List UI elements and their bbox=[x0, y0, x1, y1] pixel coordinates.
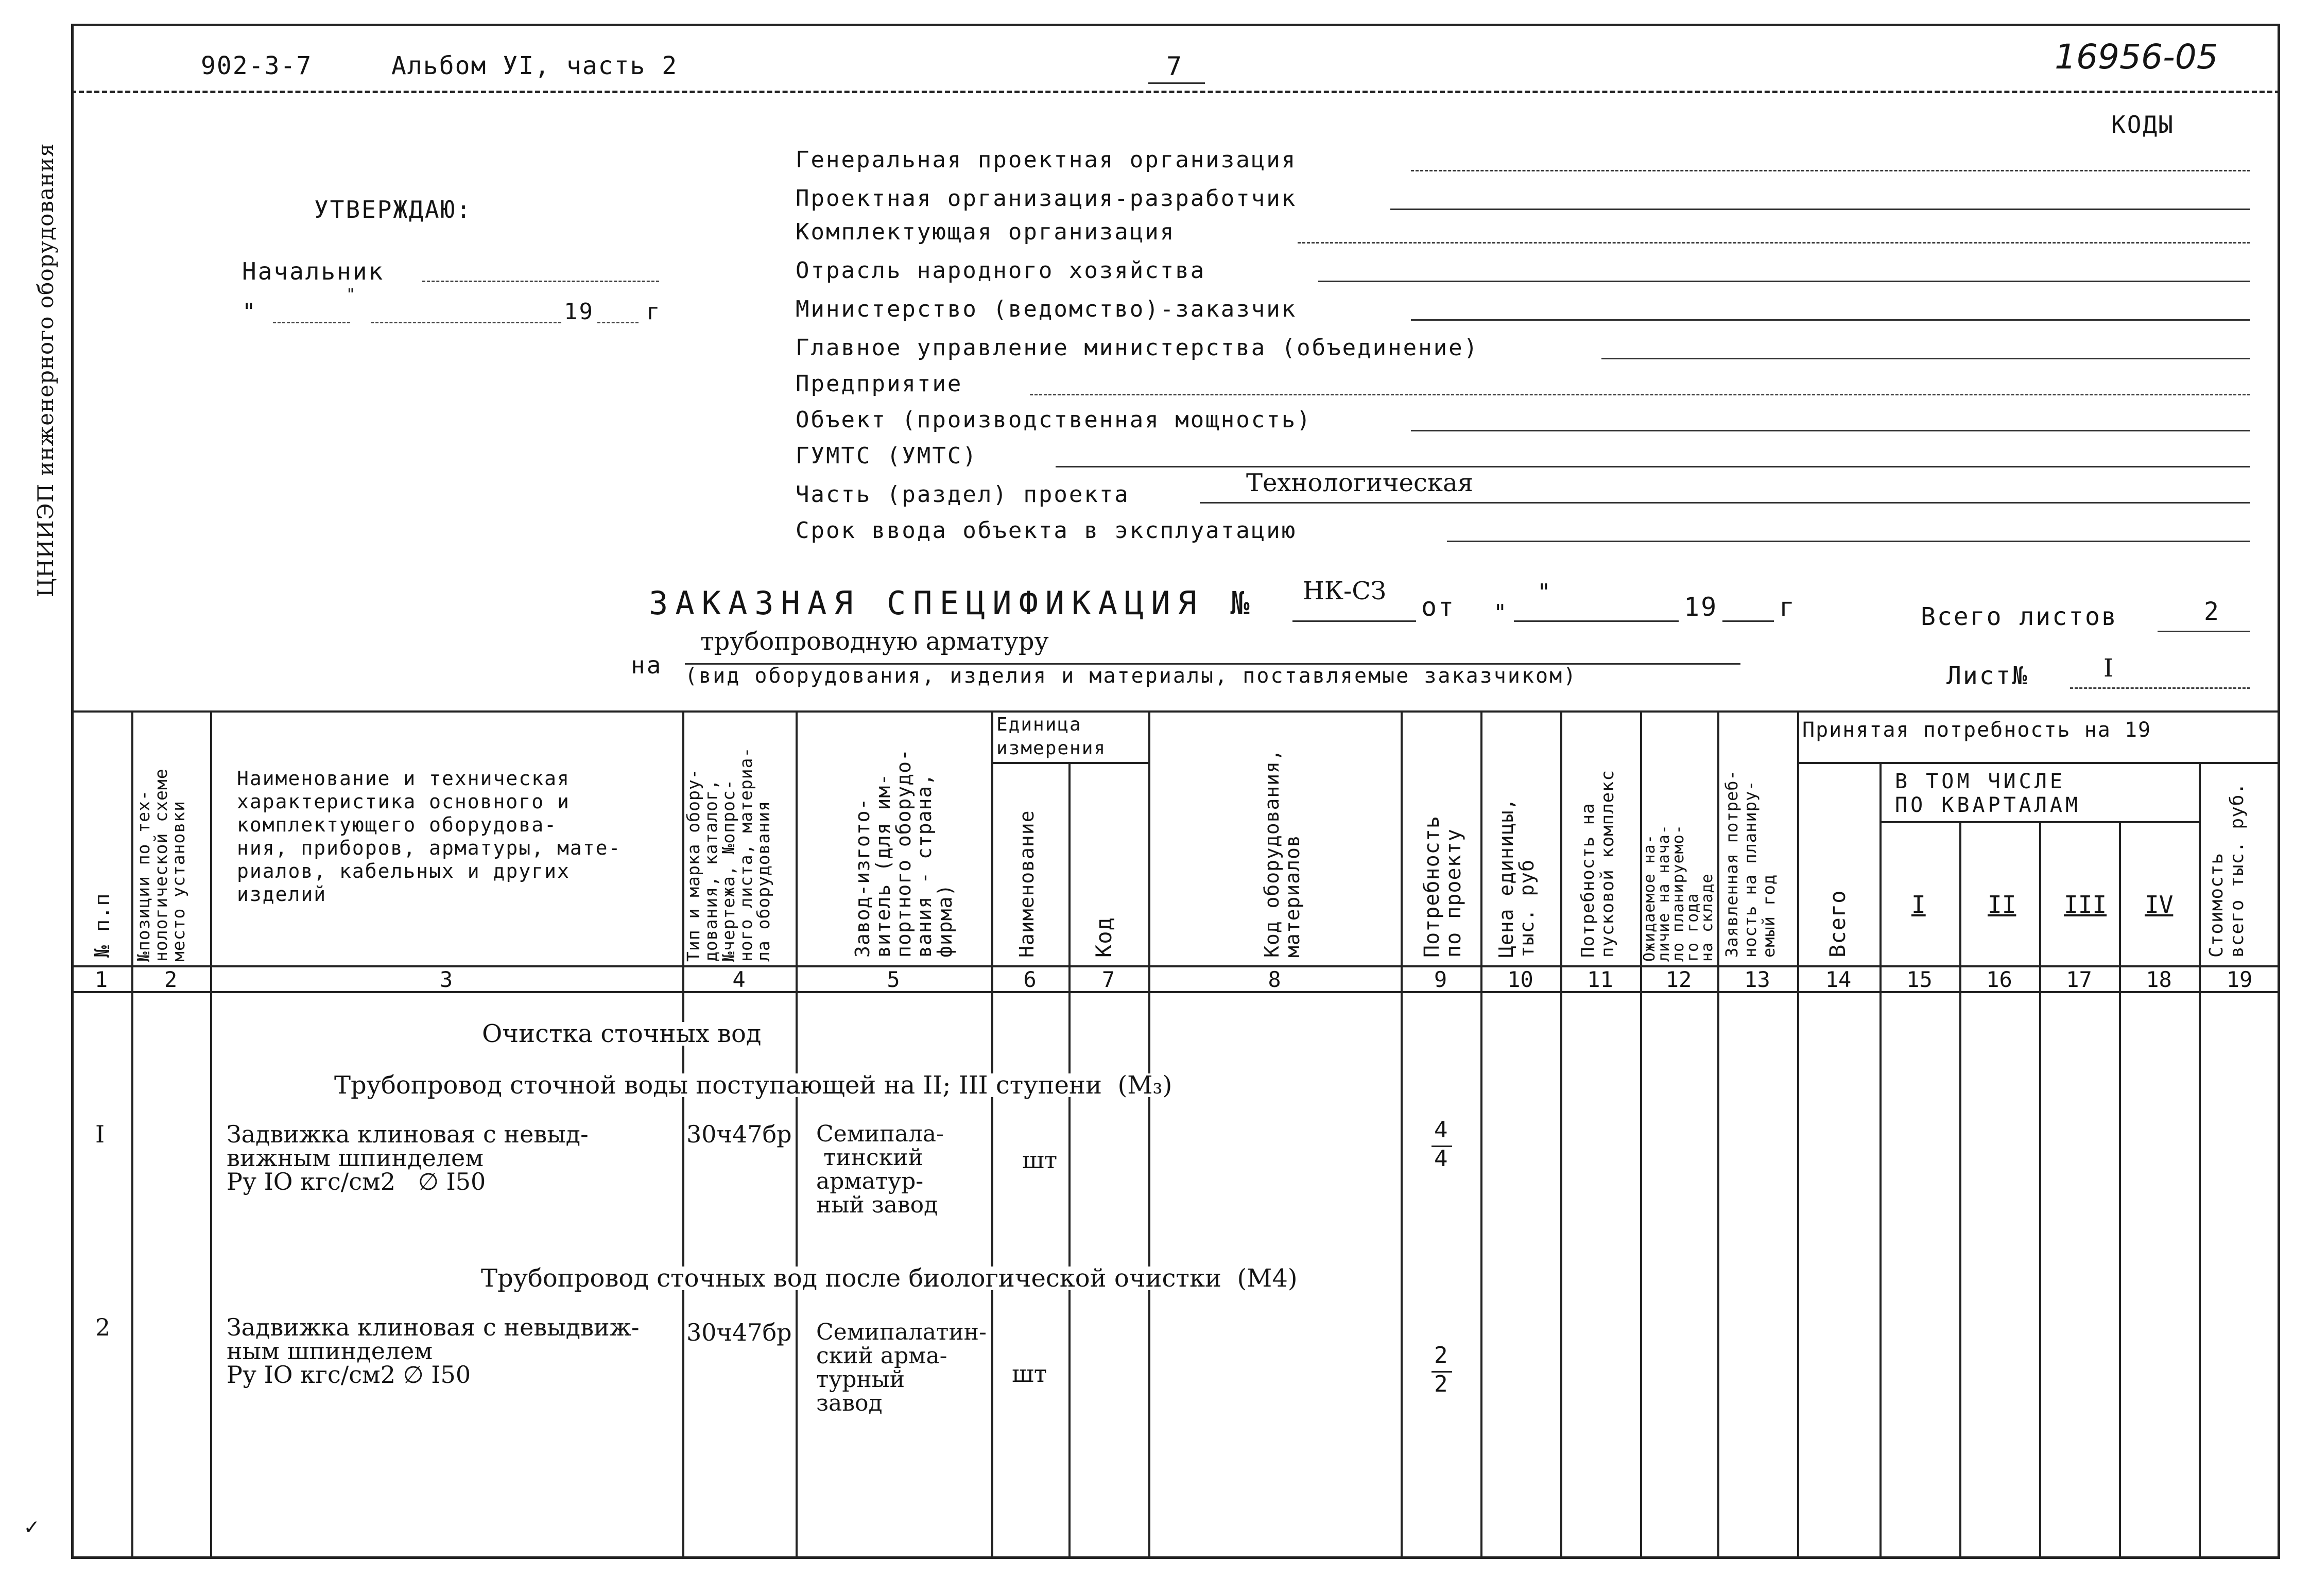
col-line-7 bbox=[1068, 762, 1071, 1557]
spec-on: на bbox=[631, 651, 663, 679]
row-1-unit: шт bbox=[1022, 1146, 1058, 1174]
page-number-underline bbox=[1148, 82, 1205, 84]
col-line-18 bbox=[2119, 821, 2121, 1557]
col-header-position: №позиции по тех- нологической схеме место установки bbox=[133, 768, 188, 962]
row-1-number: I bbox=[95, 1120, 105, 1148]
col-number: 2 bbox=[164, 967, 178, 992]
col-number: 19 bbox=[2226, 967, 2253, 992]
completing-org-line bbox=[1298, 242, 2250, 244]
col-header-unit-price: Цена единицы, тыс. руб bbox=[1495, 797, 1538, 958]
spec-date-line bbox=[1514, 620, 1679, 622]
section-title: Очистка сточных вод bbox=[479, 1022, 764, 1046]
col-line-17 bbox=[2039, 821, 2041, 1557]
gumts-label: ГУМТС (УМТС) bbox=[796, 443, 978, 469]
col-header-total: Всего bbox=[1825, 890, 1850, 958]
col-header-equipment-code: Код оборудования, материалов bbox=[1261, 749, 1304, 958]
commissioning-date-line bbox=[1447, 541, 2250, 542]
corner-mark: ✓ bbox=[25, 1514, 39, 1540]
row-1-qty: 4 bbox=[1434, 1117, 1448, 1143]
spec-year: 19 bbox=[1684, 592, 1718, 622]
col-number: 16 bbox=[1986, 967, 2012, 992]
col-number: 8 bbox=[1268, 967, 1281, 992]
col-number: 13 bbox=[1744, 967, 1770, 992]
completing-org-label: Комплектующая организация bbox=[796, 219, 1176, 245]
gumts-line bbox=[1056, 466, 2250, 467]
quarters-group-line bbox=[1879, 821, 2199, 823]
spec-from: от bbox=[1421, 592, 1456, 622]
row-2-number: 2 bbox=[95, 1313, 111, 1341]
col-header-unit-name: Наименование bbox=[1015, 810, 1038, 958]
series-number: 902-3-7 bbox=[201, 51, 313, 80]
col-number: 4 bbox=[732, 967, 746, 992]
project-part-value: Технологическая bbox=[1246, 469, 1473, 497]
spec-number: НК-СЗ bbox=[1303, 577, 1386, 605]
subsection-title-2: Трубопровод сточных вод после биологической очистки (М4) bbox=[479, 1267, 1300, 1290]
date-quote-mid: " bbox=[346, 286, 357, 304]
col-line-3 bbox=[210, 710, 212, 1557]
spec-subject: трубопроводную арматуру bbox=[700, 627, 1049, 656]
col-number: 17 bbox=[2066, 967, 2092, 992]
album-title: Альбом УI, часть 2 bbox=[391, 51, 678, 80]
row-2-qty: 2 bbox=[1434, 1342, 1448, 1368]
col-header-type: Тип и марка обору- дования, каталог, №чертежа, №опрос- ного листа, материа- ла оборудования bbox=[683, 747, 773, 962]
unit-group-line bbox=[991, 762, 1148, 764]
col-number: 5 bbox=[887, 967, 900, 992]
project-part-line bbox=[1200, 502, 2250, 504]
col-line-13 bbox=[1717, 710, 1719, 1557]
col-number: 15 bbox=[1906, 967, 1933, 992]
design-developer-org-label: Проектная организация-разработчик bbox=[796, 185, 1297, 212]
row-1-type: 30ч47бр bbox=[686, 1120, 792, 1148]
col-number: 12 bbox=[1665, 967, 1692, 992]
chief-signature-line bbox=[422, 281, 659, 282]
commissioning-date-label: Срок ввода объекта в эксплуатацию bbox=[796, 517, 1297, 544]
general-design-org-label: Генеральная проектная организация bbox=[796, 147, 1297, 173]
total-sheets-label: Всего листов bbox=[1921, 602, 2118, 631]
header-divider bbox=[71, 91, 2280, 93]
col-line-15 bbox=[1879, 762, 1882, 1557]
col-header-q4: IV bbox=[2145, 891, 2174, 918]
codes-label: КОДЫ bbox=[2111, 111, 2175, 138]
date-quote-open: " bbox=[242, 299, 257, 325]
col-line-8 bbox=[1148, 710, 1150, 1557]
row-2-maker: Семипалатин- ский арма- турный завод bbox=[816, 1319, 987, 1416]
spec-quote-close: " bbox=[1537, 579, 1553, 605]
spec-year-suffix: г bbox=[1779, 592, 1797, 622]
col-line-6 bbox=[991, 710, 993, 1557]
col-number: 18 bbox=[2146, 967, 2172, 992]
frame-left-dash bbox=[71, 24, 74, 91]
col-header-unit-code: Код bbox=[1091, 917, 1116, 958]
side-organization-label: ЦНИИЭП инженерного оборудования bbox=[33, 143, 58, 597]
col-header-name: Наименование и техническая характеристика основного и комплектующего оборудова- ния, приборов, арматуры, мате- риалов, кабельных и других изделий bbox=[237, 767, 622, 906]
row-1-name: Задвижка клиновая с невыд- вижным шпинделем Ру IО кгс/см2 ∅ I50 bbox=[227, 1120, 589, 1195]
row-2-name: Задвижка клиновая с невыдвиж- ным шпинделем Ру IО кгс/см2 ∅ I50 bbox=[227, 1313, 640, 1389]
col-line-9 bbox=[1401, 710, 1403, 1557]
spec-title: ЗАКАЗНАЯ СПЕЦИФИКАЦИЯ № bbox=[649, 584, 1257, 622]
spec-subject-note: (вид оборудования, изделия и материалы, поставляемые заказчиком) bbox=[685, 664, 1578, 688]
sheet-line bbox=[2070, 687, 2250, 689]
col-number: 7 bbox=[1101, 967, 1115, 992]
col-number: 11 bbox=[1587, 967, 1613, 992]
table-top-line bbox=[71, 710, 2280, 713]
col-number: 14 bbox=[1825, 967, 1852, 992]
col-header-num: № п.п bbox=[91, 893, 114, 958]
spec-quote-open: " bbox=[1493, 600, 1509, 626]
chief-label: Начальник bbox=[242, 257, 385, 285]
object-line bbox=[1411, 430, 2250, 431]
col-header-q2: II bbox=[1988, 891, 2016, 918]
main-directorate-line bbox=[1601, 358, 2250, 359]
col-line-19 bbox=[2199, 762, 2201, 1557]
subsection-title-1: Трубопровод сточной воды поступающей на II; III ступени (М₃) bbox=[332, 1073, 1174, 1097]
col-header-startup-need: Потребность на пусковой комплекс bbox=[1578, 770, 1618, 958]
row-1-qty-denominator: 4 bbox=[1434, 1146, 1448, 1172]
row-2-unit: шт bbox=[1012, 1360, 1047, 1387]
col-number: 3 bbox=[439, 967, 453, 992]
general-design-org-line bbox=[1411, 170, 2250, 171]
col-header-unit-group: Единица измерения bbox=[996, 714, 1107, 759]
col-header-q1: I bbox=[1911, 891, 1926, 918]
row-1-maker: Семипала- тинский арматур- ный завод bbox=[816, 1121, 944, 1218]
row-2-type: 30ч47бр bbox=[686, 1319, 792, 1346]
approval-year: 19 bbox=[564, 299, 594, 325]
col-number: 1 bbox=[94, 967, 108, 992]
ministry-line bbox=[1411, 319, 2250, 321]
object-label: Объект (производственная мощность) bbox=[796, 407, 1312, 433]
col-header-project-need: Потребность по проекту bbox=[1420, 816, 1465, 958]
col-header-maker: Завод-изгото- витель (для им- портного оборудо- вания - страна, фирма) bbox=[851, 749, 956, 958]
industry-label: Отрасль народного хозяйства bbox=[796, 257, 1206, 284]
sheet-value: I bbox=[2103, 654, 2115, 683]
industry-line bbox=[1318, 281, 2250, 282]
accepted-group-line bbox=[1797, 762, 2280, 764]
col-number: 9 bbox=[1434, 967, 1447, 992]
spec-number-line bbox=[1292, 620, 1416, 622]
document-number: 16956-05 bbox=[2055, 37, 2218, 77]
approval-year-line bbox=[597, 322, 639, 323]
col-number: 6 bbox=[1023, 967, 1037, 992]
col-header-expected-stock: Ожидаемое на- личие на нача- ло планируемо- го года на складе bbox=[1641, 824, 1716, 962]
approval-year-suffix: г bbox=[646, 299, 662, 325]
col-header-q3: III bbox=[2064, 891, 2107, 918]
date-month-line bbox=[371, 322, 561, 323]
spec-year-line bbox=[1722, 620, 1774, 622]
approval-title: УТВЕРЖДАЮ: bbox=[314, 196, 472, 223]
enterprise-label: Предприятие bbox=[796, 371, 963, 397]
frame-top-line bbox=[71, 24, 2280, 26]
row-2-qty-denominator: 2 bbox=[1434, 1371, 1448, 1397]
enterprise-line bbox=[1030, 394, 2250, 395]
col-header-quarters-group: В ТОМ ЧИСЛЕ ПО КВАРТАЛАМ bbox=[1895, 770, 2081, 817]
total-sheets-line bbox=[2158, 631, 2250, 632]
col-header-declared-need: Заявленная потреб- ность на планиру- емый год bbox=[1722, 770, 1779, 958]
ministry-label: Министерство (ведомство)-заказчик bbox=[796, 296, 1297, 322]
col-line-11 bbox=[1560, 710, 1562, 1557]
col-line-14 bbox=[1797, 710, 1799, 1557]
date-day-line bbox=[273, 322, 350, 323]
col-number: 10 bbox=[1507, 967, 1533, 992]
col-header-cost: Стоимость всего тыс. руб. bbox=[2206, 782, 2248, 958]
page-number: 7 bbox=[1166, 51, 1183, 81]
design-developer-org-line bbox=[1390, 209, 2250, 210]
project-part-label: Часть (раздел) проекта bbox=[796, 481, 1130, 508]
col-line-5 bbox=[796, 710, 798, 1557]
sheet-label: Лист№ bbox=[1946, 662, 2029, 690]
main-directorate-label: Главное управление министерства (объединение) bbox=[796, 335, 1479, 361]
col-header-accepted: Принятая потребность на 19 bbox=[1802, 718, 2152, 742]
col-line-10 bbox=[1480, 710, 1482, 1557]
total-sheets-value: 2 bbox=[2204, 597, 2220, 626]
col-line-16 bbox=[1959, 821, 1961, 1557]
